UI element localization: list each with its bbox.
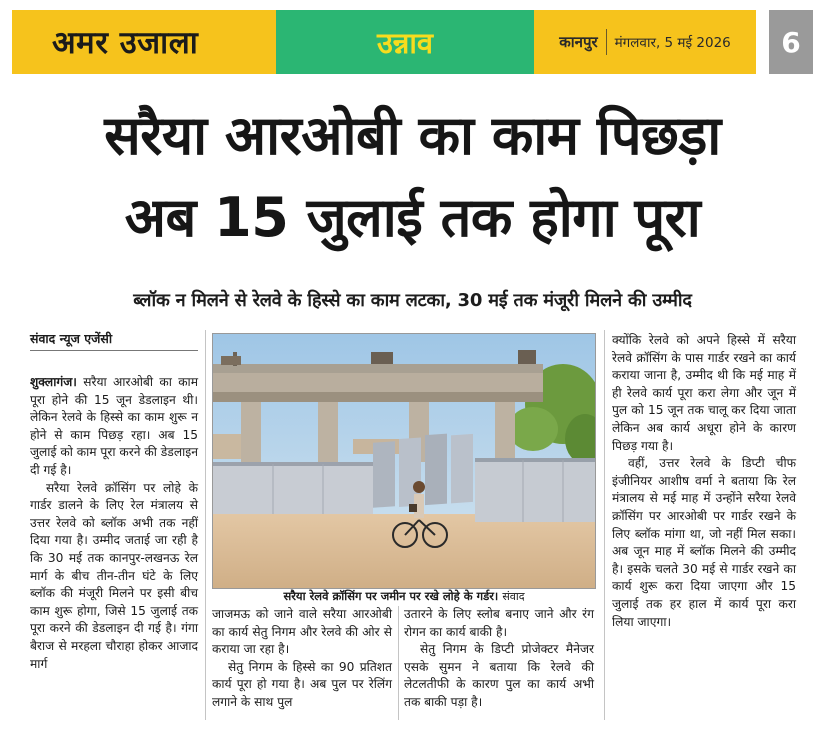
- column-divider: [205, 330, 206, 720]
- byline-divider: [30, 350, 198, 351]
- subheadline: ब्लॉक न मिलने से रेलवे के हिस्से का काम लटका, 30 मई तक मंजूरी मिलने की उम्मीद: [133, 290, 692, 311]
- paragraph: क्योंकि रेलवे को अपने हिस्से में सरैया रेलवे क्रॉसिंग के पास गार्डर रखने का कार्य कराया जाना है, उम्मीद थी कि मई माह में ही रेलवे कार्य पूरा करा लेगा और जून में पुल को 15 जून तक चालू कर दिया जाता लेकिन अब कार्य अधूरा होने के कारण पिछड़ गया है।: [612, 333, 796, 453]
- article-column-4: [612, 332, 796, 631]
- edition-date-box: [534, 10, 756, 74]
- city-section-banner: [276, 10, 534, 74]
- photo-credit: संवाद: [502, 590, 525, 603]
- paragraph: वहीं, उत्तर रेलवे के डिप्टी चीफ इंजीनियर आशीष वर्मा ने बताया कि रेल मंत्रालय से मई माह में उन्होंने सरैया रेलवे क्रॉसिंग पर आरओबी पर गार्डर रखने के लिए ब्लॉक मांगा था, जो नहीं मिल सका। अब जून माह में ब्लॉक मिलने की उम्मीद है। इसके चलते 30 मई से गार्डर रखने का कार्य शुरू करा दिया जाएगा और 15 जुलाई तक हर हाल में कार्य पूरा करा लिया जाएगा।: [612, 456, 796, 629]
- article-column-1: [30, 374, 198, 673]
- paragraph: सेतु निगम के डिप्टी प्रोजेक्टर मैनेजर एसके सुमन ने बताया कि रेलवे की लेटलतीफी के कारण पुल का कार्य अभी तक बाकी पड़ा है।: [404, 642, 594, 709]
- city-name: उन्नाव: [376, 25, 434, 60]
- edition-divider: [606, 29, 607, 55]
- byline: संवाद न्यूज एजेंसी: [30, 331, 113, 346]
- brand-name: अमर उजाला: [52, 25, 199, 61]
- caption-text: सरैया रेलवे क्रॉसिंग पर जमीन पर रखे लोहे के गर्डर।: [283, 589, 499, 603]
- article-column-3: [404, 606, 594, 712]
- column-divider: [604, 330, 605, 720]
- photo-caption: [212, 586, 596, 608]
- paragraph: उतारने के लिए स्लोब बनाए जाने और रंग रोगन का कार्य बाकी है।: [404, 607, 594, 639]
- paragraph-text: सरैया आरओबी का काम पूरा होने की 15 जून डेडलाइन थी। लेकिन रेलवे के हिस्से का काम शुरू न होने से काम पिछड़ रहा। अब 15 जुलाई को काम पूरा करने की डेडलाइन दी गई है।: [30, 375, 199, 477]
- article-photo: [212, 333, 596, 589]
- bridge-girders-photo: [213, 334, 596, 589]
- masthead-gap: [756, 10, 769, 74]
- paragraph: [30, 374, 198, 480]
- dateline: शुक्लागंज।: [30, 375, 77, 389]
- page-number: 6: [781, 25, 801, 59]
- edition-name: कानपुर: [559, 33, 598, 51]
- headline-line-2: अब 15 जुलाई तक होगा पूरा: [124, 186, 701, 249]
- page-number-box: [769, 10, 813, 74]
- article-column-2: [212, 606, 392, 712]
- newspaper-logo: [12, 10, 276, 74]
- column-divider: [398, 606, 399, 720]
- paragraph: सरैया रेलवे क्रॉसिंग पर लोहे के गार्डर डालने के लिए रेल मंत्रालय से उत्तर रेलवे को ब्लॉक अभी तक नहीं दिया गया है। उम्मीद जताई जा रही है कि 30 मई तक कानपुर-लखनऊ रेल मार्ग के बीच तीन-तीन घंटे के लिए ब्लॉक की मंजूरी मिलने पर इसी बीच काम शुरू होगा, जिसे 15 जुलाई तक पूरा करने की डेडलाइन दी गई है। गंगा बैराज से मरहला चौराहा होकर आजाद मार्ग: [30, 480, 198, 671]
- headline-line-1: सरैया आरओबी का काम पिछड़ा: [104, 104, 721, 167]
- paragraph: सेतु निगम के हिस्से का 90 प्रतिशत कार्य पूरा हो गया है। अब पुल पर रेलिंग लगाने के साथ पुल: [212, 659, 392, 709]
- paragraph: जाजमऊ को जाने वाले सरैया आरओबी का कार्य सेतु निगम और रेलवे की ओर से कराया जा रहा है।: [212, 607, 392, 657]
- issue-date: मंगलवार, 5 मई 2026: [614, 35, 731, 51]
- masthead: [12, 10, 813, 74]
